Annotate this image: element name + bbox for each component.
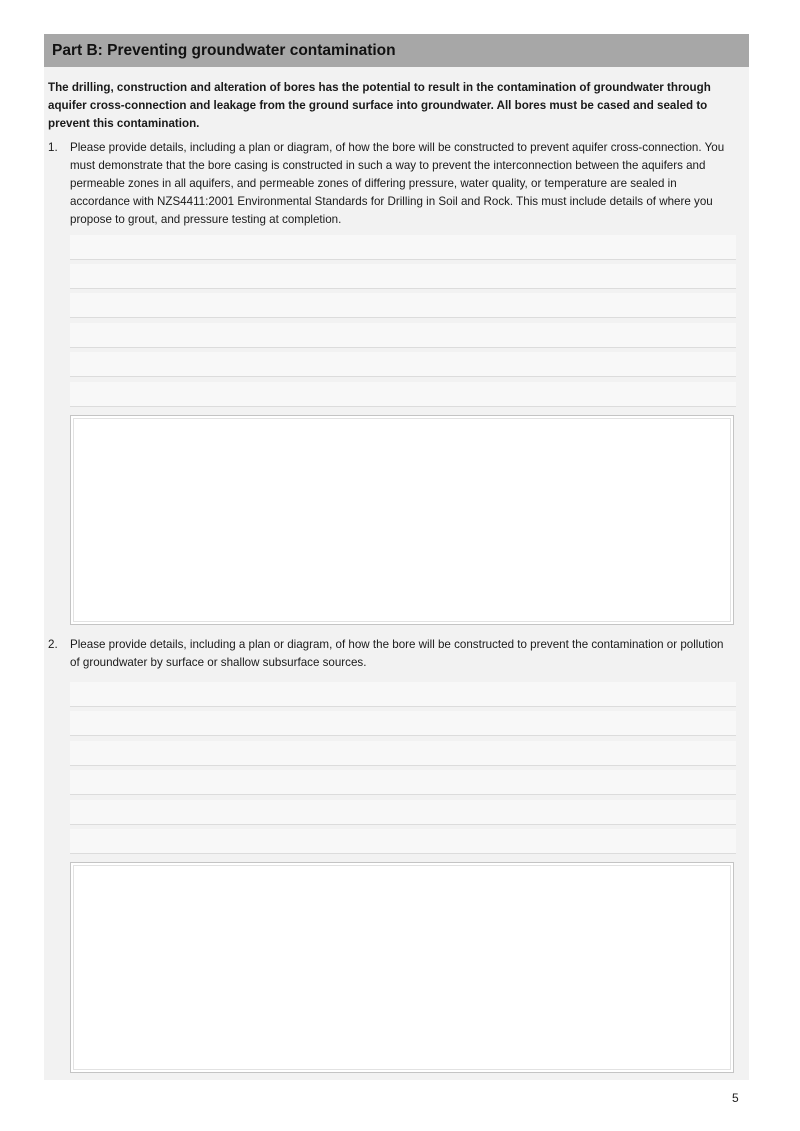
answer-line-1-6[interactable] xyxy=(70,382,736,407)
page-number: 5 xyxy=(732,1091,739,1105)
answer-line-2-1[interactable] xyxy=(70,682,736,707)
answer-line-1-4[interactable] xyxy=(70,323,736,348)
answer-line-1-2[interactable] xyxy=(70,264,736,289)
answer-line-2-5[interactable] xyxy=(70,800,736,825)
answer-line-2-6[interactable] xyxy=(70,829,736,854)
part-b-panel xyxy=(44,34,749,1080)
diagram-box-2[interactable] xyxy=(70,862,734,1073)
question-1-number: 1. xyxy=(48,141,58,154)
answer-line-1-5[interactable] xyxy=(70,352,736,377)
section-header: Part B: Preventing groundwater contamination xyxy=(44,34,749,67)
question-1-text: Please provide details, including a plan or diagram, of how the bore will be constructed to prevent aquifer cross-connection. You must demonstrate that the bore casing is constructed in such a way to prevent the interconnection between the aquifers and permeable zones in all aquifers, and permeable zones of differing pressure, water quality, or temperature are sealed in accordance with NZS4411:2001 Environmental Standards for Drilling in Soil and Rock. This must include details of where you propose to grout, and pressure testing at completion. xyxy=(70,141,725,226)
answer-line-1-1[interactable] xyxy=(70,235,736,260)
answer-line-2-2[interactable] xyxy=(70,711,736,736)
answer-line-2-3[interactable] xyxy=(70,741,736,766)
diagram-box-1[interactable] xyxy=(70,415,734,625)
question-2-text: Please provide details, including a plan or diagram, of how the bore will be constructed to prevent the contamination or pollution of groundwater by surface or shallow subsurface sources. xyxy=(70,638,724,669)
intro-text: The drilling, construction and alteration of bores has the potential to result in the contamination of groundwater through aquifer cross-connection and leakage from the ground surface into groundwater. All bores must be cased and sealed to prevent this contamination. xyxy=(48,81,711,130)
answer-line-1-3[interactable] xyxy=(70,293,736,318)
answer-line-2-4[interactable] xyxy=(70,770,736,795)
question-2-number: 2. xyxy=(48,638,58,651)
